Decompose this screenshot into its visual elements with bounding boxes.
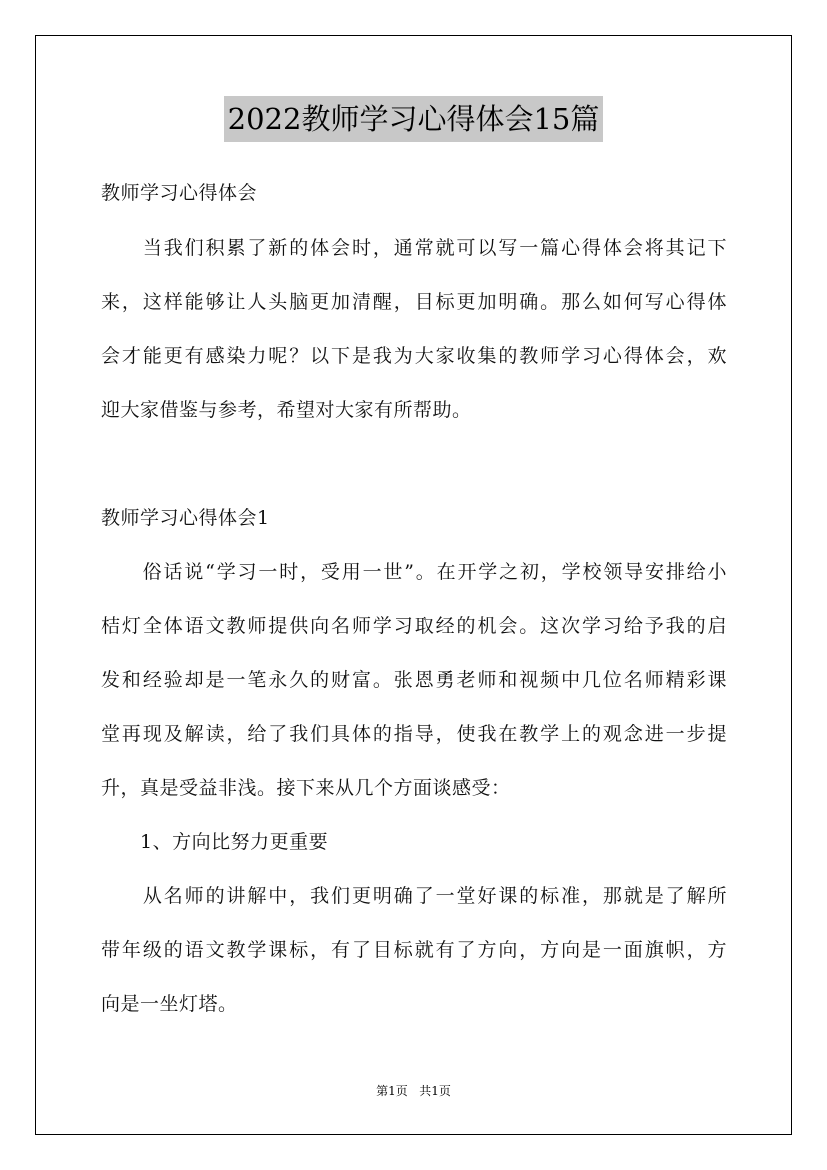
point-heading: 1、方向比努力更重要 xyxy=(101,831,329,853)
title-container xyxy=(0,96,827,142)
section-heading: 教师学习心得体会1 xyxy=(101,507,270,529)
document-title: 2022教师学习心得体会15篇 xyxy=(224,96,604,142)
section-line-4: 堂再现及解读，给了我们具体的指导，使我在教学上的观念进一步提 xyxy=(101,723,727,745)
section-line-1: 俗话说“学习一时，受用一世”。在开学之初，学校领导安排给小 xyxy=(101,561,727,583)
page-footer xyxy=(0,1082,827,1100)
point-line-1: 从名师的讲解中，我们更明确了一堂好课的标准，那就是了解所 xyxy=(101,885,727,907)
intro-line-4: 迎大家借鉴与参考，希望对大家有所帮助。 xyxy=(101,399,472,421)
point-line-3: 向是一坐灯塔。 xyxy=(101,993,238,1015)
page-total: 共1页 xyxy=(419,1084,451,1098)
page-number: 第1页 xyxy=(376,1084,408,1098)
intro-line-3: 会才能更有感染力呢？以下是我为大家收集的教师学习心得体会，欢 xyxy=(101,345,727,367)
subtitle: 教师学习心得体会 xyxy=(101,182,258,204)
intro-line-1: 当我们积累了新的体会时，通常就可以写一篇心得体会将其记下 xyxy=(101,237,727,259)
section-line-2: 桔灯全体语文教师提供向名师学习取经的机会。这次学习给予我的启 xyxy=(101,615,727,637)
point-line-2: 带年级的语文教学课标，有了目标就有了方向，方向是一面旗帜，方 xyxy=(101,939,727,961)
section-line-5: 升，真是受益非浅。接下来从几个方面谈感受： xyxy=(101,777,511,799)
section-line-3: 发和经验却是一笔永久的财富。张恩勇老师和视频中几位名师精彩课 xyxy=(101,669,727,691)
intro-line-2: 来，这样能够让人头脑更加清醒，目标更加明确。那么如何写心得体 xyxy=(101,291,727,313)
